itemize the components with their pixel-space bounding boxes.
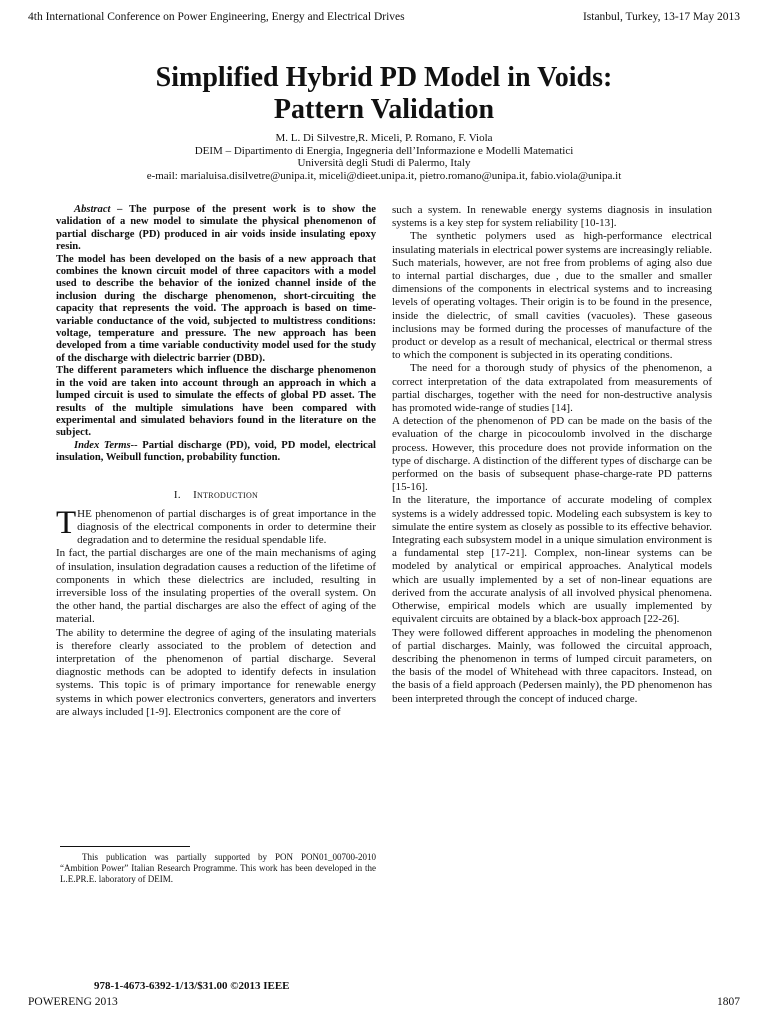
abstract-label: Abstract – [74,204,123,215]
isbn-copyright: 978-1-4673-6392-1/13/$31.00 ©2013 IEEE [94,980,290,992]
right-paragraph-2: The synthetic polymers used as high-performance electrical insulating materials in electrical power systems are increasingly reliable. Such materials, however, are not free from problems of aging also due to internal partial discharges, due , due to the smaller and smaller dimensions of the components in electrical systems and to increasing levels of operating voltages. Their origin is to be found in the presence, inside the dielectric, of small cavities (vacuoles). These gaseous inclusions may be formed during the processes of manufacture of the product or develop as a result of mechanical, electrical or thermal stress to which the component is subjected in its operating conditions. [392,230,712,362]
author-email: e-mail: marialuisa.disilvetre@unipa.it, miceli@dieet.unipa.it, pietro.romano@unipa.it, fabio.viola@unipa.it [146,169,622,182]
title-block [0,62,768,182]
right-column [392,204,712,706]
intro-paragraph-1: HE phenomenon of partial discharges is of great importance in the diagnosis of the electrical components in order to determine their degradation and to determine the residual spendable life. [77,507,376,547]
intro-paragraph-2: In fact, the partial discharges are one of the main mechanisms of aging of insulation, insulation degradation causes a reduction of the lifetime of components in which these dielectrics are included, resulting in irreversible loss of the insulating properties of the overall system. On the other hand, the partial discharges are also the effect of aging of the material. [56,547,376,626]
section-title: Introduction [193,488,259,501]
paper-title-line1: Simplified Hybrid PD Model in Voids: [155,62,613,93]
author-block [0,132,768,182]
left-column [56,204,376,719]
conference-name: 4th International Conference on Power Engineering, Energy and Electrical Drives [28,11,405,23]
section-heading-introduction [56,489,376,502]
conference-location-date: Istanbul, Turkey, 13-17 May 2013 [582,11,740,23]
drop-cap: T [56,504,77,541]
abstract-paragraph-1: The purpose of the present work is to show the validation of a new model to simulate the physical phenomenon of partial discharge (PD) produced in air voids inside insulating epoxy resin. [56,204,376,253]
footer-proceedings: POWERENG 2013 [28,996,118,1008]
page-number: 1807 [717,996,740,1008]
index-terms-text: Partial discharge (PD), void, PD model, electrical insulation, Weibull function, probability function. [56,439,376,464]
right-paragraph-4: A detection of the phenomenon of PD can be made on the basis of the evaluation of the charge in picocoulomb involved in the discharge process. However, this procedure does not provide information on the type of discharge. A distinction of the different types of discharge can be performed on the basis of subsequent phase-charge-rate PD patterns [15-16]. [392,415,712,494]
introduction-body [56,504,376,719]
right-paragraph-6: They were followed different approaches in modeling the phenomenon of partial discharges. Mainly, was followed the circuital approach, describing the phenomenon in terms of lumped circuit parameters, on the basis of the model of Whitehead with three capacitors. Instead, on the basis of a field approach (Pedersen mainly), the PD phenomenon has been interpreted through the concept of induced charge. [392,626,712,705]
author-university: Università degli Studi di Palermo, Italy [297,157,471,169]
index-terms-label: Index Terms-- [74,439,138,451]
page-footer [28,996,740,1008]
section-number: I. [173,488,181,501]
right-paragraph-5: In the literature, the importance of accurate modeling of complex systems is a widely addressed topic. Modeling each subsystem is key to simulate the entire system as closely as possible to its effective behavior. Integrating each subsystem model in a unique simulation environment is a fundamental step [17-21]. Complex, non-linear systems can be modeled by analytical or empirical approaches. Analytical models which are usually implemented by a set of non-linear equations are derived from the accurate analysis of all involved physical phenomena. Otherwise, empirical models which are usually implemented by equivalent circuits are obtained by a black-box approach [22-26]. [392,494,712,626]
running-header [28,11,740,23]
footnote: This publication was partially supported by PON PON01_00700-2010 “Ambition Power” Italian Research Programme. This work has been developed in the L.E.PR.E. laboratory of DEIM. [60,852,376,884]
intro-paragraph-3: The ability to determine the degree of aging of the insulating materials is therefore clearly associated to the problem of detection and interpretation of the phenomenon of partial discharge. Several diagnostic methods can be adopted to identify defects in insulation systems. This topic is of primary importance for renewable energy systems in which power electronics converters, generators and inverters are always included [1-9]. Electronics component are the core of [56,626,376,718]
paper-title-line2: Pattern Validation [273,94,495,125]
abstract-paragraph-2: The model has been developed on the basis of a new approach that combines the known circuit model of three capacitors with a model used to describe the behavior of the ionized channel inside of the inclusion during the discharge phenomenon, short-circuiting the capacity that represents the void. The approach is based on time-variable conductance of the void, subjected to multistress conditions: voltage, temperature and pressure. The new approach has been developed from a time variable conductivity model used for the study of the discharge with dielectric barrier (DBD). [56,253,376,364]
author-department: DEIM – Dipartimento di Energia, Ingegneria dell’Informazione e Modelli Matematici [194,144,574,157]
footnote-divider [60,846,190,847]
right-paragraph-1: such a system. In renewable energy systems diagnosis in insulation systems is a key step for system reliability [10-13]. [392,204,712,230]
abstract-paragraph-3: The different parameters which influence the discharge phenomenon in the void are taken into account through an approach in which a lumped circuit is used to simulate the effects of global PD asset. The results of the multiple simulations have been compared with experimental and simulated behaviors found in the literature on the subject. [56,365,376,439]
right-paragraph-3: The need for a thorough study of physics of the phenomenon, a correct interpretation of the data extrapolated from measurements of partial discharges, together with the need for non-destructive analysis has promoted wide-range of studies [14]. [392,362,712,415]
abstract [56,204,376,440]
author-names: M. L. Di Silvestre,R. Miceli, P. Romano, F. Viola [275,132,493,144]
index-terms [56,440,376,465]
